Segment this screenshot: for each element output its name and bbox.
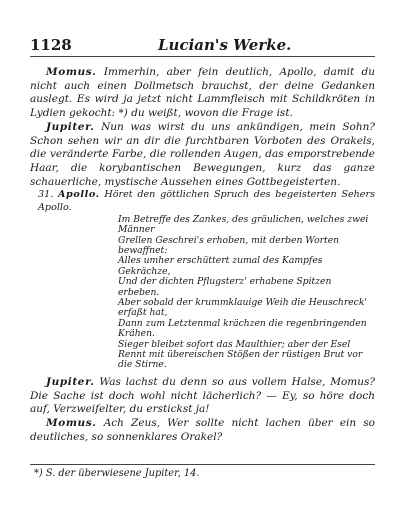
paragraph-apollo xyxy=(30,189,375,213)
paragraph-jupiter xyxy=(30,121,375,190)
verse-line: Aber sobald der krummklauige Weih die Heuschreck' erfaßt hat, xyxy=(118,296,367,319)
speaker-name: Momus. xyxy=(46,66,97,78)
verse-line: Und der dichten Pflugsterz' erhabene Spitzen erbeben. xyxy=(118,276,332,298)
paragraph-momus-2 xyxy=(30,417,375,444)
speaker-name: Momus. xyxy=(46,416,97,429)
section-number: 31. xyxy=(38,189,54,201)
page-header xyxy=(30,36,375,57)
paragraph-momus xyxy=(30,66,375,121)
paragraph-text: Ach Zeus, Wer sollte nicht lachen über ein so deutliches, so sonnenklares Orakel? xyxy=(30,416,375,443)
speaker-name: Apollo. xyxy=(58,189,100,201)
speaker-name: Jupiter. xyxy=(46,375,95,388)
verse-line: Grellen Geschrei's erhoben, mit derben Worten bewaffnet: xyxy=(118,234,340,256)
running-title: Lucian's Werke. xyxy=(158,36,292,54)
verse-line: Rennt mit übereischen Stößen der rüstigen Brut vor die Stirne. xyxy=(118,349,363,371)
paragraph-jupiter-2 xyxy=(30,376,375,417)
page-number: 1128 xyxy=(30,36,72,54)
verse-line: Im Betreffe des Zankes, des gräulichen, welches zwei Männer xyxy=(118,213,369,236)
verse-line: Alles umher erschüttert zumal des Kampfes Gekrächze, xyxy=(118,255,323,277)
oracle-verse xyxy=(30,215,375,371)
footnote-divider xyxy=(30,464,375,465)
verse-line: Dann zum Letztenmal krächzen die regenbringenden Krähen. xyxy=(118,317,367,340)
paragraph-text: Immerhin, aber fein deutlich, Apollo, damit du nicht auch einen Dollmetsch brauchst, der deine Gedanken auslegt. Es wird ja jetzt nicht Lammfleisch mit Schildkröten in Lydien gekocht: *) du weißt, wovon die Frage ist. xyxy=(30,66,376,120)
footnote: *) S. der überwiesene Jupiter, 14. xyxy=(34,468,200,479)
paragraph-text: Höret den göttlichen Spruch des begeisterten Sehers Apollo. xyxy=(38,189,375,213)
main-text xyxy=(30,66,375,444)
verse-line: Sieger bleibet sofort das Maulthier; aber der Esel xyxy=(118,338,351,350)
paragraph-text: Nun was wirst du uns ankündigen, mein Sohn? Schon sehen wir an dir die furchtbaren Vorboten des Orakels, die veränderte Farbe, die rollenden Augen, das emporstrebende Haar, die korybantischen Bewegungen, kurz das ganze schauerliche, mystische Aussehen eines Gottbegeisterten. xyxy=(30,120,375,188)
paragraph-text: Was lachst du denn so aus vollem Halse, Momus? Die Sache ist doch wohl nicht lächerlich? — Ey, so höre doch auf, Verzweifelter, du erstickst ja! xyxy=(30,375,376,416)
speaker-name: Jupiter. xyxy=(46,120,95,133)
